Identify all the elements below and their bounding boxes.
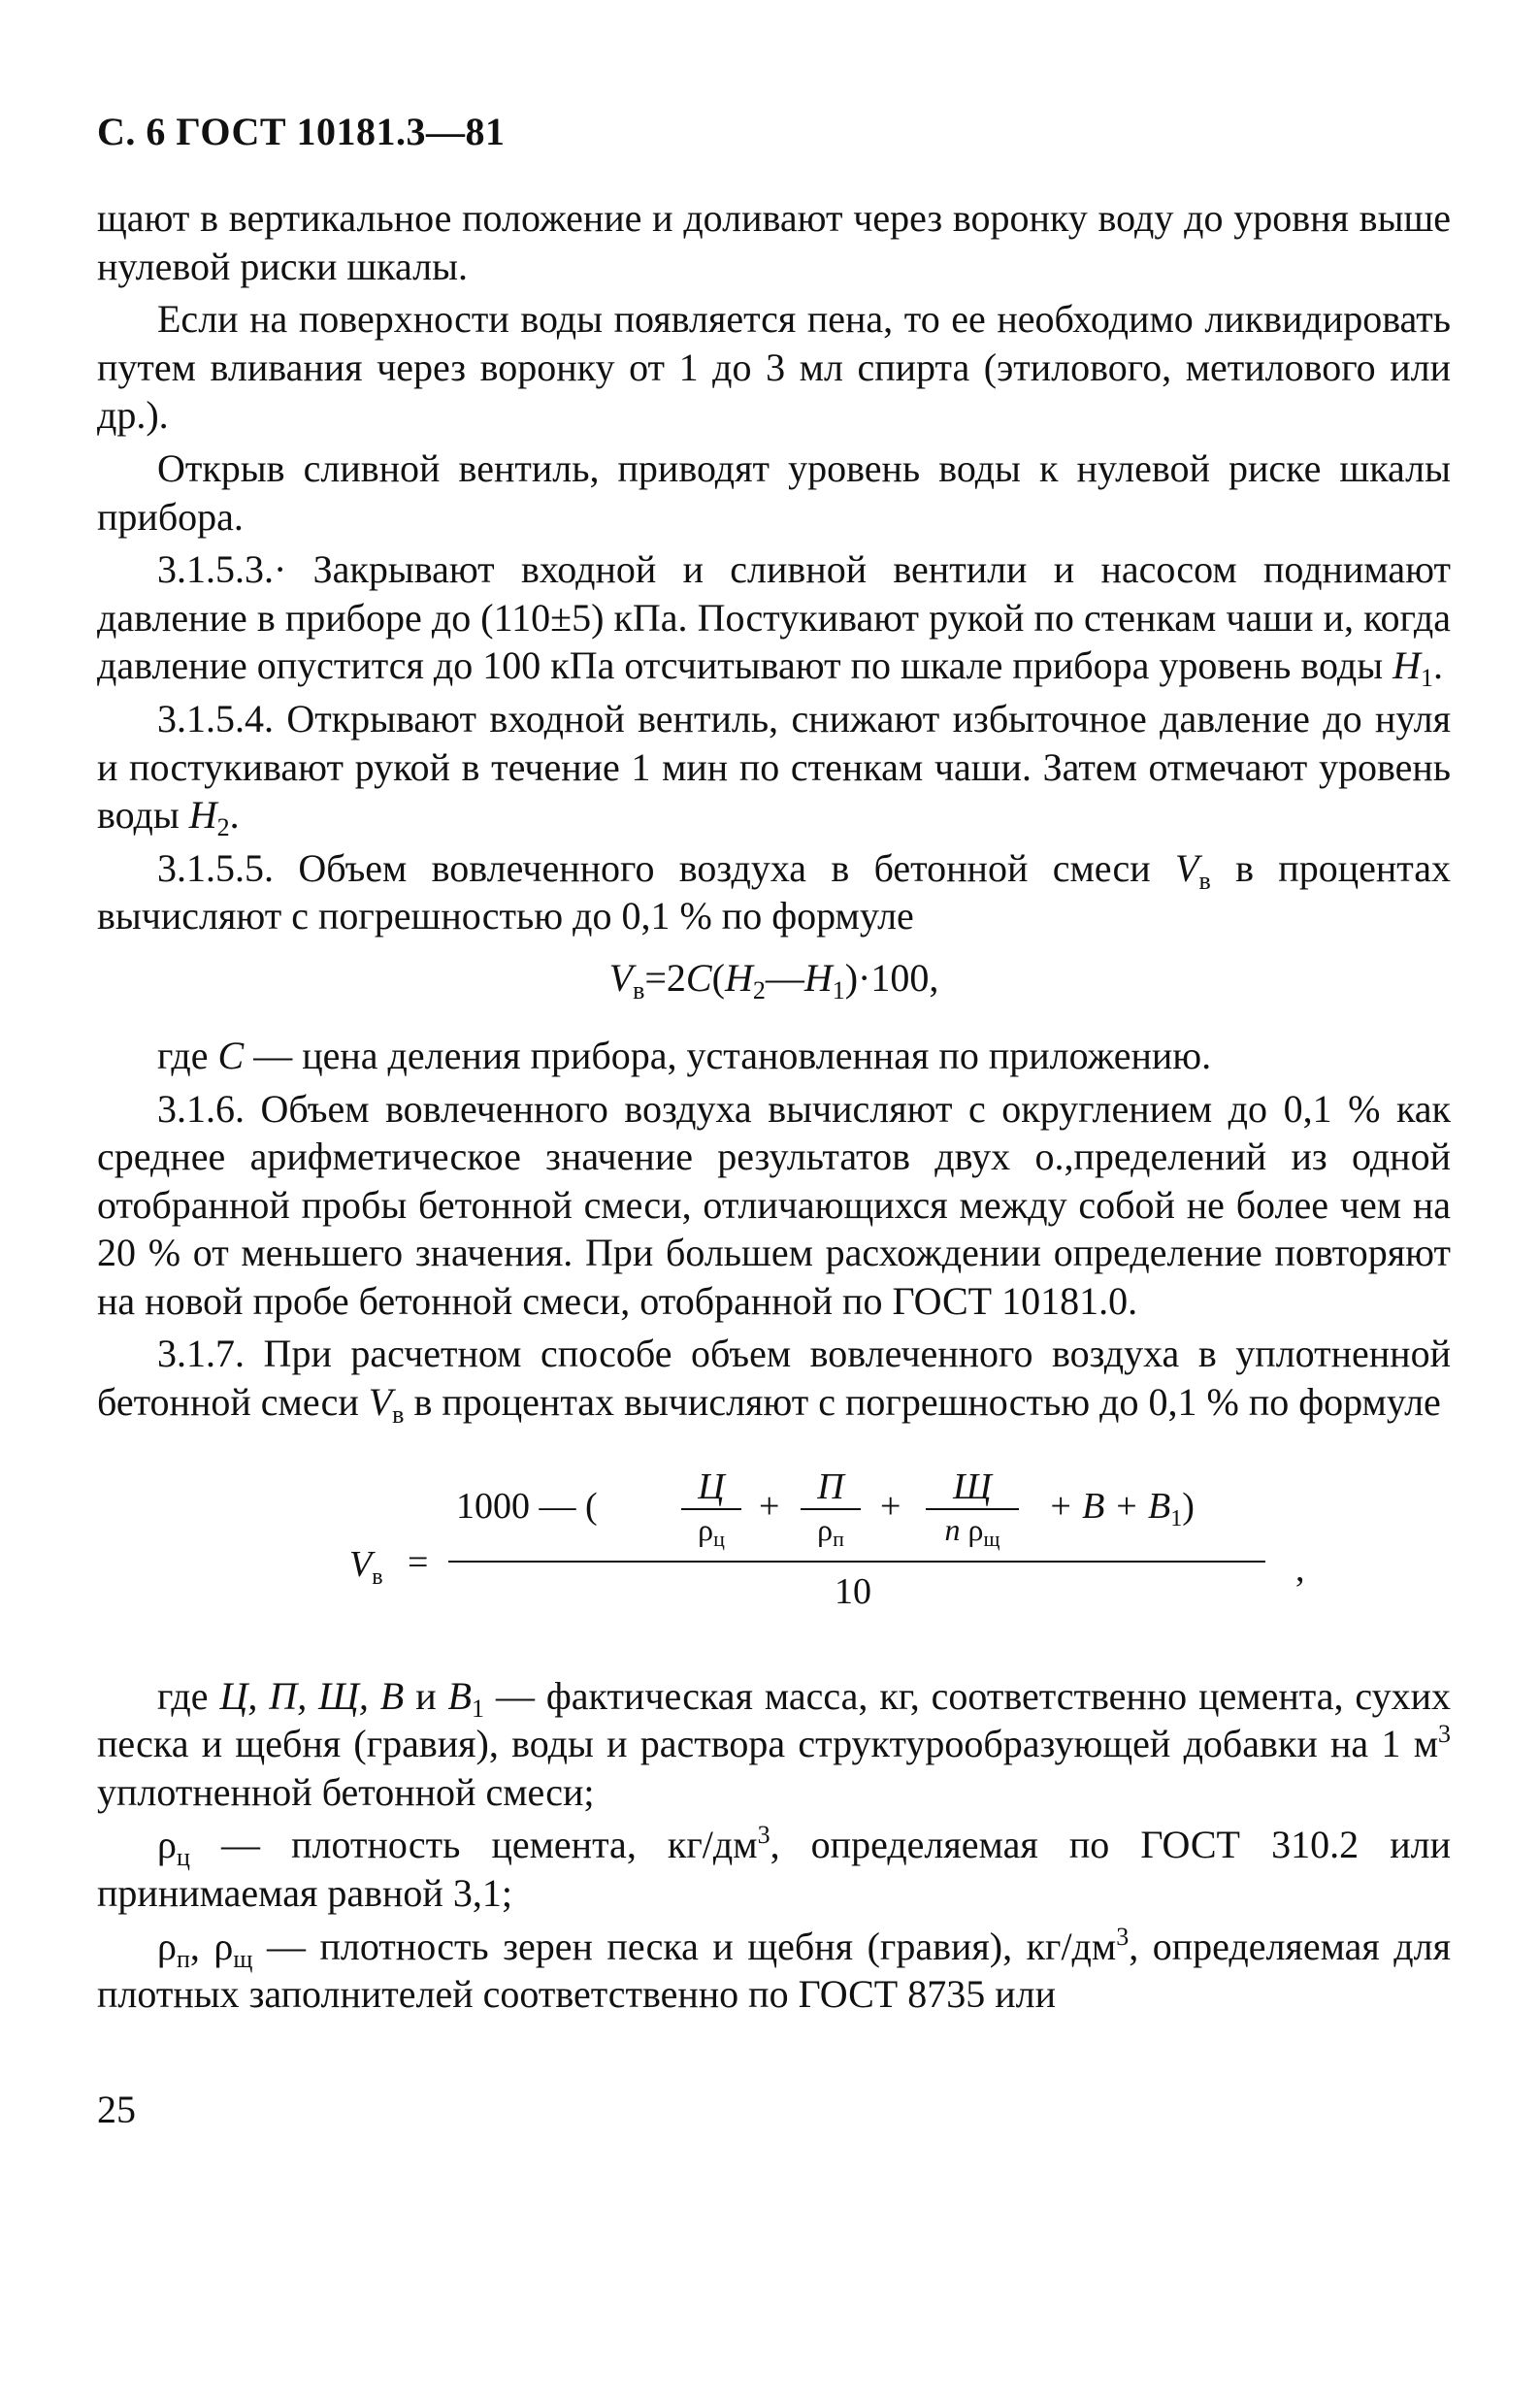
document-page <box>97 109 1451 2024</box>
paragraph-3-1-7: 3.1.7. При расчетном способе объем вовлеченного воздуха в уплотненной бетонной смеси $V_в$ в процентах вычисляют с погрешностью до 0,1 % по формуле <box>97 1332 1451 1430</box>
paragraph-where-c: где С — цена деления прибора, установленная по приложению. <box>157 1033 1212 1077</box>
paragraph-3-1-5-5: 3.1.5.5. Объем вовлеченного воздуха в бетонной смеси $V_в$ в процентах вычисляют с погрешностью до 0,1 % по формуле <box>97 845 1451 938</box>
paragraph-2: Если на поверхности воды появляется пена, то ее необходимо ликвидировать путем вливания через воронку от 1 до 3 мл спирта (этилового, метилового или др.). <box>97 297 1451 438</box>
paragraph-aggregate-density: $\rho_п$, $\rho_щ$ — плотность зерен песка и щебня (гравия), $кг/дм^3$, определяемая для плотных заполнителей соответственно по ГОСТ 8735 или <box>97 1922 1452 2017</box>
formula2-numerator: 1000 — ( Ц $\rho_ц$ + П $\rho_п$ + Щ n $\rho_щ$ + $B + B_1$) <box>456 1465 1195 1551</box>
paragraph-3-1-5-4: 3.1.5.4. Открывают входной вентиль, снижают избыточное давление до нуля и постукивают рукой в течение 1 мин по стенкам чаши. Затем отмечают уровень воды $H_2$. <box>97 696 1451 842</box>
formula-air-volume: $V_в=2C(H_2—H_1)\cdot 100$, <box>608 955 939 1004</box>
formula2-fraction-bar <box>448 1561 1265 1563</box>
paragraph-where-masses: где Ц, П, Щ, В и $В_1$ — фактическая масса, кг, соответственно цемента, сухих песка и щебня (гравия), воды и раствора структурообразующей добавки на 1 $м^3$ уплотненной бетонной смеси; <box>97 1673 1452 1814</box>
paragraph-3: Открыв сливной вентиль, приводят уровень воды к нулевой риске шкалы прибора. <box>97 445 1451 539</box>
page-number: 25 <box>97 2088 136 2131</box>
paragraph-3-1-6: 3.1.6. Объем вовлеченного воздуха вычисляют с округлением до 0,1 % как среднее арифметическое значение результатов двух о.,пределений из одной отобранной пробы бетонной смеси, отличающихся между собой не более чем на 20 % от меньшего значения. При большем расхождении определение повторяют на новой пробе бетонной смеси, отобранной по ГОСТ 10181.0. <box>97 1086 1451 1323</box>
fraction-sand: П $\rho_п$ <box>801 1465 861 1549</box>
formula2-equals: = <box>408 1541 429 1583</box>
paragraph-1: щают в вертикальное положение и доливают через воронку воду до уровня выше нулевой риски шкалы. <box>97 196 1451 288</box>
paragraph-3-1-5-3: 3.1.5.3.· Закрывают входной и сливной вентили и насосом поднимают давление в приборе до (110±5) кПа. Постукивают рукой по стенкам чаши и, когда давление опустится до 100 кПа отсчитывают по шкале прибора уровень воды $H_1$. <box>97 547 1451 693</box>
formula2-denominator: 10 <box>835 1570 871 1612</box>
fraction-cement: Ц $\rho_ц$ <box>681 1465 741 1549</box>
formula2-lhs: $V_в$ <box>349 1543 383 1590</box>
formula-calculated-air-volume: $V_в$ = 1000 — ( Ц $\rho_ц$ + П $\rho_п$ + Щ n $\rho_щ$ + $B + B_1$) 10 , <box>349 1465 1305 1612</box>
page-header: С. 6 ГОСТ 10181.3—81 <box>97 110 506 153</box>
paragraph-cement-density: $\rho_ц$ — плотность цемента, $кг/дм^3$, определяемая по ГОСТ 310.2 или принимаемая равной 3,1; <box>97 1821 1452 1916</box>
fraction-gravel: Щ n $\rho_щ$ <box>926 1465 1019 1549</box>
